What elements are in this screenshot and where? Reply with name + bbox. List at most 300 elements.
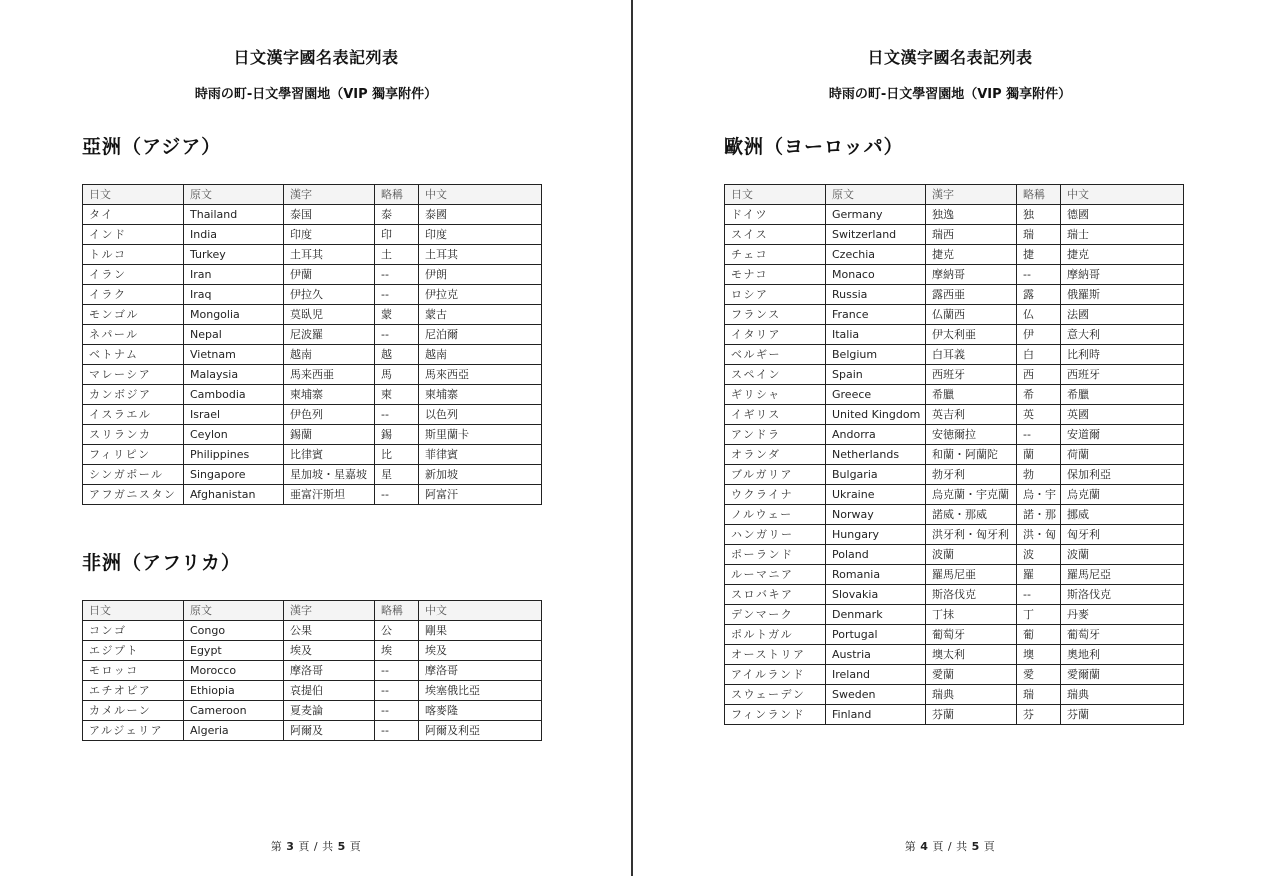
table-cell: 泰國 (419, 205, 542, 225)
table-cell: 仏 (1017, 305, 1061, 325)
table-row (725, 625, 1184, 645)
footer-prefix: 第 (904, 840, 917, 853)
table-cell: アイルランド (725, 665, 826, 685)
table-cell: Mongolia (184, 305, 284, 325)
table-cell: エジプト (83, 641, 184, 661)
table-cell: -- (375, 325, 419, 345)
table-row (83, 385, 542, 405)
table-cell: 斯洛伐克 (1061, 585, 1184, 605)
table-cell: 烏克蘭 (1061, 485, 1184, 505)
table-row (83, 305, 542, 325)
table-cell: 錫蘭 (284, 425, 375, 445)
table-cell: 芬 (1017, 705, 1061, 725)
table-cell: ノルウェー (725, 505, 826, 525)
table-cell: 伊 (1017, 325, 1061, 345)
country-table-asia (82, 184, 542, 505)
table-row (725, 285, 1184, 305)
table-cell: 葡 (1017, 625, 1061, 645)
table-row (83, 485, 542, 505)
table-cell: Philippines (184, 445, 284, 465)
table-cell: Egypt (184, 641, 284, 661)
table-cell: -- (375, 405, 419, 425)
table-cell: イギリス (725, 405, 826, 425)
table-row (725, 385, 1184, 405)
table-cell: モロッコ (83, 661, 184, 681)
table-row (83, 405, 542, 425)
table-cell: 印度 (284, 225, 375, 245)
table-cell: 泰 (375, 205, 419, 225)
table-cell: 捷克 (1061, 245, 1184, 265)
table-cell: ネパール (83, 325, 184, 345)
table-cell: Poland (826, 545, 926, 565)
table-cell: 比 (375, 445, 419, 465)
footer-total-pages: 5 (337, 840, 346, 853)
table-cell: イタリア (725, 325, 826, 345)
table-cell: Greece (826, 385, 926, 405)
column-header: 漢字 (284, 601, 375, 621)
table-cell: 摩納哥 (926, 265, 1017, 285)
table-cell: 印度 (419, 225, 542, 245)
table-cell: 土耳其 (284, 245, 375, 265)
table-cell: Hungary (826, 525, 926, 545)
table-cell: Austria (826, 645, 926, 665)
table-cell: Turkey (184, 245, 284, 265)
table-cell: 伊拉克 (419, 285, 542, 305)
table-cell: 独逸 (926, 205, 1017, 225)
footer-suffix: 頁 (349, 840, 362, 853)
table-row (83, 445, 542, 465)
table-cell: スウェーデン (725, 685, 826, 705)
table-cell: Sweden (826, 685, 926, 705)
table-cell: アルジェリア (83, 721, 184, 741)
table-cell: 摩納哥 (1061, 265, 1184, 285)
table-cell: Bulgaria (826, 465, 926, 485)
table-cell: 阿爾及 (284, 721, 375, 741)
table-cell: -- (375, 701, 419, 721)
table-row (725, 485, 1184, 505)
table-cell: Iran (184, 265, 284, 285)
table-cell: 瑞 (1017, 685, 1061, 705)
table-cell: United Kingdom (826, 405, 926, 425)
table-cell: 星加坡・星嘉坡 (284, 465, 375, 485)
table-cell: 希 (1017, 385, 1061, 405)
table-cell: モナコ (725, 265, 826, 285)
document-subtitle: 時雨の町-日文學習園地（VIP 獨享附件） (194, 87, 438, 102)
table-cell: シンガポール (83, 465, 184, 485)
document-title: 日文漢字國名表記列表 (233, 48, 399, 67)
table-cell: Spain (826, 365, 926, 385)
table-cell: フィンランド (725, 705, 826, 725)
table-cell: 伊朗 (419, 265, 542, 285)
table-cell: モンゴル (83, 305, 184, 325)
table-cell: 瑞西 (926, 225, 1017, 245)
table-cell: France (826, 305, 926, 325)
table-cell: Norway (826, 505, 926, 525)
table-cell: -- (375, 681, 419, 701)
table-cell: 烏・宇 (1017, 485, 1061, 505)
table-cell: 洪牙利・匈牙利 (926, 525, 1017, 545)
table-cell: マレーシア (83, 365, 184, 385)
table-cell: Monaco (826, 265, 926, 285)
column-header: 漢字 (926, 185, 1017, 205)
table-cell: 羅馬尼亞 (1061, 565, 1184, 585)
table-cell: 羅馬尼亜 (926, 565, 1017, 585)
column-header: 略稱 (375, 601, 419, 621)
table-cell: 英吉利 (926, 405, 1017, 425)
table-cell: 勃牙利 (926, 465, 1017, 485)
table-cell: 柬 (375, 385, 419, 405)
table-cell: Romania (826, 565, 926, 585)
table-cell: ギリシャ (725, 385, 826, 405)
table-row (83, 205, 542, 225)
table-cell: 夏麦論 (284, 701, 375, 721)
table-cell: Slovakia (826, 585, 926, 605)
table-row (83, 365, 542, 385)
table-cell: 葡萄牙 (926, 625, 1017, 645)
table-cell: 捷克 (926, 245, 1017, 265)
table-cell: 奧地利 (1061, 645, 1184, 665)
table-cell: 哀提伯 (284, 681, 375, 701)
table-cell: -- (375, 661, 419, 681)
table-cell: 以色列 (419, 405, 542, 425)
table-cell: インド (83, 225, 184, 245)
table-row (725, 245, 1184, 265)
table-cell: 摩洛哥 (284, 661, 375, 681)
table-row (725, 545, 1184, 565)
table-cell: Italia (826, 325, 926, 345)
table-cell: Denmark (826, 605, 926, 625)
table-cell: 埃及 (419, 641, 542, 661)
table-row (83, 661, 542, 681)
table-row (725, 665, 1184, 685)
table-cell: 英國 (1061, 405, 1184, 425)
column-header: 日文 (725, 185, 826, 205)
table-cell: 西班牙 (1061, 365, 1184, 385)
table-cell: Israel (184, 405, 284, 425)
table-cell: Morocco (184, 661, 284, 681)
column-header: 原文 (826, 185, 926, 205)
table-cell: オランダ (725, 445, 826, 465)
table-cell: 墺 (1017, 645, 1061, 665)
table-row (725, 425, 1184, 445)
table-cell: Singapore (184, 465, 284, 485)
table-cell: 德國 (1061, 205, 1184, 225)
table-cell: 捷 (1017, 245, 1061, 265)
table-cell: 独 (1017, 205, 1061, 225)
table-cell: -- (375, 721, 419, 741)
table-cell: 越南 (284, 345, 375, 365)
table-cell: Congo (184, 621, 284, 641)
table-row (725, 405, 1184, 425)
footer-mid: 頁 / 共 (932, 840, 968, 853)
table-cell: 新加坡 (419, 465, 542, 485)
column-header: 日文 (83, 185, 184, 205)
table-row (725, 505, 1184, 525)
table-cell: 波蘭 (926, 545, 1017, 565)
table-cell: 亜富汗斯坦 (284, 485, 375, 505)
table-row (725, 525, 1184, 545)
table-row (725, 685, 1184, 705)
table-row (83, 701, 542, 721)
table-cell: イスラエル (83, 405, 184, 425)
column-header: 原文 (184, 185, 284, 205)
table-cell: 波 (1017, 545, 1061, 565)
table-cell: 星 (375, 465, 419, 485)
table-cell: 埃及 (284, 641, 375, 661)
table-row (725, 445, 1184, 465)
table-cell: Belgium (826, 345, 926, 365)
table-cell: 羅 (1017, 565, 1061, 585)
table-cell: -- (375, 285, 419, 305)
table-cell: 匈牙利 (1061, 525, 1184, 545)
column-header: 漢字 (284, 185, 375, 205)
table-cell: 諾威・那威 (926, 505, 1017, 525)
table-cell: 摩洛哥 (419, 661, 542, 681)
table-cell: Switzerland (826, 225, 926, 245)
table-cell: 丁 (1017, 605, 1061, 625)
table-cell: カメルーン (83, 701, 184, 721)
table-cell: 葡萄牙 (1061, 625, 1184, 645)
table-row (83, 621, 542, 641)
table-cell: 公 (375, 621, 419, 641)
table-cell: 越南 (419, 345, 542, 365)
document-title: 日文漢字國名表記列表 (867, 48, 1033, 67)
table-cell: 墺太利 (926, 645, 1017, 665)
table-cell: 波蘭 (1061, 545, 1184, 565)
table-cell: Ceylon (184, 425, 284, 445)
footer-suffix: 頁 (983, 840, 996, 853)
country-table-europe (724, 184, 1184, 725)
table-cell: 柬埔寨 (284, 385, 375, 405)
table-cell: 伊色列 (284, 405, 375, 425)
table-row (725, 305, 1184, 325)
column-header: 略稱 (375, 185, 419, 205)
table-cell: Russia (826, 285, 926, 305)
table-cell: Iraq (184, 285, 284, 305)
table-cell: 瑞典 (1061, 685, 1184, 705)
table-cell: 莫臥児 (284, 305, 375, 325)
table-cell: Ireland (826, 665, 926, 685)
table-cell: Finland (826, 705, 926, 725)
table-cell: Afghanistan (184, 485, 284, 505)
footer-total-pages: 5 (971, 840, 980, 853)
table-row (725, 565, 1184, 585)
table-cell: 印 (375, 225, 419, 245)
table-cell: 英 (1017, 405, 1061, 425)
table-cell: 和蘭・阿蘭陀 (926, 445, 1017, 465)
table-cell: 瑞士 (1061, 225, 1184, 245)
footer-prefix: 第 (270, 840, 283, 853)
table-cell: ブルガリア (725, 465, 826, 485)
table-cell: 意大利 (1061, 325, 1184, 345)
table-cell: Vietnam (184, 345, 284, 365)
table-cell: ポルトガル (725, 625, 826, 645)
section-heading-asia: 亞洲（アジア） (82, 136, 222, 158)
table-cell: 錫 (375, 425, 419, 445)
table-cell: スロバキア (725, 585, 826, 605)
table-cell: 蒙 (375, 305, 419, 325)
footer-current-page: 3 (286, 840, 295, 853)
table-cell: 公果 (284, 621, 375, 641)
table-row (725, 365, 1184, 385)
table-cell: 法國 (1061, 305, 1184, 325)
table-cell: 尼波羅 (284, 325, 375, 345)
table-cell: 勃 (1017, 465, 1061, 485)
table-header-row (725, 185, 1184, 205)
document-subtitle: 時雨の町-日文學習園地（VIP 獨享附件） (828, 87, 1072, 102)
table-cell: -- (1017, 265, 1061, 285)
table-cell: Netherlands (826, 445, 926, 465)
table-cell: 西班牙 (926, 365, 1017, 385)
table-cell: ベルギー (725, 345, 826, 365)
table-cell: 越 (375, 345, 419, 365)
table-cell: イラク (83, 285, 184, 305)
table-cell: 馬來西亞 (419, 365, 542, 385)
table-cell: -- (375, 265, 419, 285)
table-cell: ハンガリー (725, 525, 826, 545)
table-cell: 蒙古 (419, 305, 542, 325)
table-cell: ベトナム (83, 345, 184, 365)
table-cell: -- (1017, 585, 1061, 605)
page-4 (634, 0, 1266, 876)
table-cell: チェコ (725, 245, 826, 265)
table-cell: カンボジア (83, 385, 184, 405)
column-header: 日文 (83, 601, 184, 621)
table-cell: 伊太利亜 (926, 325, 1017, 345)
page-divider (631, 0, 633, 876)
table-row (83, 285, 542, 305)
table-cell: 挪威 (1061, 505, 1184, 525)
table-cell: 白 (1017, 345, 1061, 365)
column-header: 略稱 (1017, 185, 1061, 205)
table-cell: 土耳其 (419, 245, 542, 265)
table-cell: 斯洛伐克 (926, 585, 1017, 605)
table-cell: Portugal (826, 625, 926, 645)
table-cell: 烏克蘭・宇克蘭 (926, 485, 1017, 505)
table-cell: ドイツ (725, 205, 826, 225)
table-cell: 埃 (375, 641, 419, 661)
table-cell: 柬埔寨 (419, 385, 542, 405)
table-cell: 洪・匈 (1017, 525, 1061, 545)
table-row (725, 705, 1184, 725)
page-footer (0, 838, 632, 854)
table-cell: 阿爾及利亞 (419, 721, 542, 741)
table-cell: Algeria (184, 721, 284, 741)
column-header: 中文 (419, 601, 542, 621)
table-cell: ポーランド (725, 545, 826, 565)
table-cell: 露西亜 (926, 285, 1017, 305)
table-row (725, 265, 1184, 285)
table-cell: 馬 (375, 365, 419, 385)
footer-current-page: 4 (920, 840, 929, 853)
page-footer (634, 838, 1266, 854)
table-cell: 希臘 (1061, 385, 1184, 405)
table-cell: 保加利亞 (1061, 465, 1184, 485)
table-row (83, 325, 542, 345)
table-cell: イラン (83, 265, 184, 285)
table-row (83, 345, 542, 365)
table-row (83, 225, 542, 245)
table-cell: ウクライナ (725, 485, 826, 505)
table-row (83, 721, 542, 741)
table-row (83, 425, 542, 445)
table-cell: Andorra (826, 425, 926, 445)
table-cell: 西 (1017, 365, 1061, 385)
table-row (83, 681, 542, 701)
table-cell: 芬蘭 (1061, 705, 1184, 725)
table-cell: Ukraine (826, 485, 926, 505)
table-row (83, 245, 542, 265)
table-cell: 愛爾蘭 (1061, 665, 1184, 685)
table-cell: ロシア (725, 285, 826, 305)
table-cell: 安徳爾拉 (926, 425, 1017, 445)
table-row (725, 325, 1184, 345)
table-cell: 瑞典 (926, 685, 1017, 705)
table-cell: 芬蘭 (926, 705, 1017, 725)
table-cell: 泰国 (284, 205, 375, 225)
table-cell: 希臘 (926, 385, 1017, 405)
table-cell: Czechia (826, 245, 926, 265)
table-cell: 白耳義 (926, 345, 1017, 365)
table-row (725, 605, 1184, 625)
page-3 (0, 0, 632, 876)
table-cell: 愛 (1017, 665, 1061, 685)
column-header: 中文 (419, 185, 542, 205)
table-cell: 仏蘭西 (926, 305, 1017, 325)
table-cell: 愛蘭 (926, 665, 1017, 685)
table-cell: 俄羅斯 (1061, 285, 1184, 305)
table-cell: Nepal (184, 325, 284, 345)
table-cell: 荷蘭 (1061, 445, 1184, 465)
table-cell: 諾・那 (1017, 505, 1061, 525)
table-row (83, 265, 542, 285)
table-cell: 菲律賓 (419, 445, 542, 465)
table-cell: オーストリア (725, 645, 826, 665)
table-cell: 丹麥 (1061, 605, 1184, 625)
table-header-row (83, 185, 542, 205)
table-cell: 露 (1017, 285, 1061, 305)
table-cell: ルーマニア (725, 565, 826, 585)
table-cell: -- (375, 485, 419, 505)
table-cell: 喀麥隆 (419, 701, 542, 721)
table-row (725, 465, 1184, 485)
table-cell: フランス (725, 305, 826, 325)
table-cell: 瑞 (1017, 225, 1061, 245)
table-cell: スペイン (725, 365, 826, 385)
table-cell: India (184, 225, 284, 245)
table-cell: 剛果 (419, 621, 542, 641)
table-cell: タイ (83, 205, 184, 225)
table-cell: Malaysia (184, 365, 284, 385)
table-cell: トルコ (83, 245, 184, 265)
section-heading-europe: 歐洲（ヨーロッパ） (724, 136, 904, 158)
table-row (725, 585, 1184, 605)
table-row (725, 345, 1184, 365)
table-cell: 伊拉久 (284, 285, 375, 305)
column-header: 原文 (184, 601, 284, 621)
table-cell: 比利時 (1061, 345, 1184, 365)
table-cell: 埃塞俄比亞 (419, 681, 542, 701)
table-cell: Cambodia (184, 385, 284, 405)
table-cell: スリランカ (83, 425, 184, 445)
table-row (83, 641, 542, 661)
table-cell: フィリピン (83, 445, 184, 465)
table-cell: 蘭 (1017, 445, 1061, 465)
table-cell: 土 (375, 245, 419, 265)
table-cell: コンゴ (83, 621, 184, 641)
table-cell: エチオピア (83, 681, 184, 701)
table-row (725, 645, 1184, 665)
